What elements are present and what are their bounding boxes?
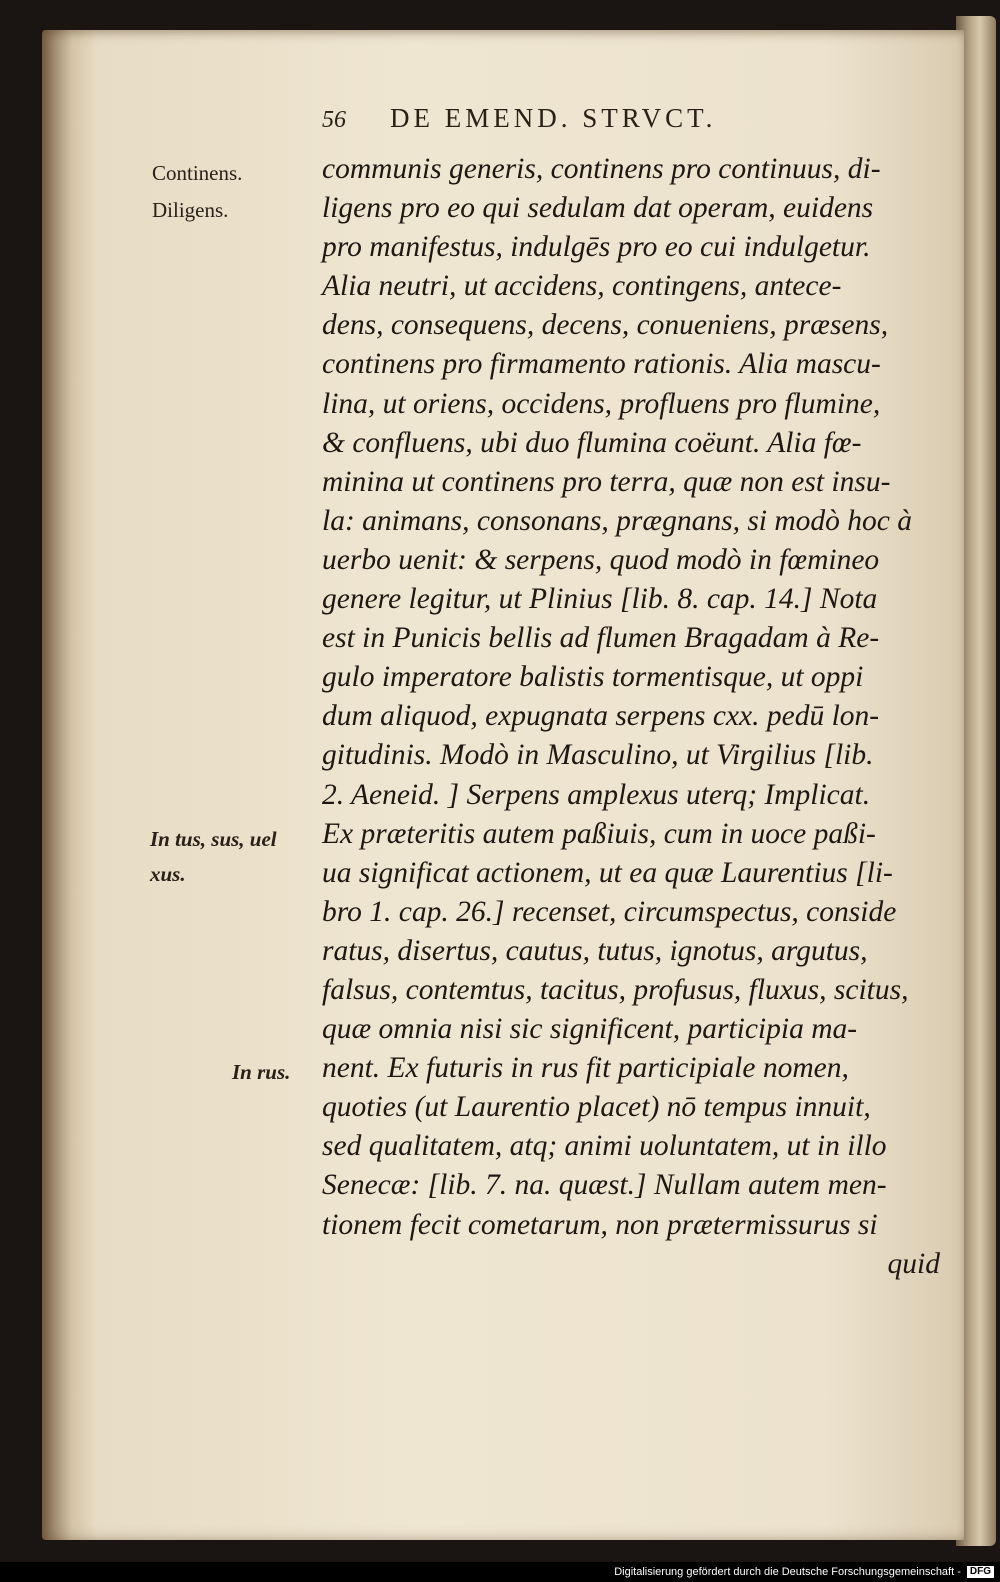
text-line: minina ut continens pro terra, quæ non est insu- — [322, 465, 891, 498]
marginal-note: Diligens. — [152, 198, 229, 222]
text-line: communis generis, continens pro continuus, di- — [322, 153, 881, 185]
text-line: sed qualitatem, atq; animi uoluntatem, ut in illo — [322, 1130, 887, 1163]
text-line: pro manifestus, indulgēs pro eo cui indulgetur. — [322, 231, 871, 264]
marginal-note: xus. — [150, 862, 186, 886]
text-line: ua significat actionem, ut ea quæ Laurentius [li- — [322, 856, 893, 889]
catchword: quid — [887, 1247, 940, 1280]
text-line: continens pro firmamento rationis. Alia mascu- — [322, 348, 881, 381]
text-line: gulo imperatore balistis tormentisque, ut oppi — [322, 661, 864, 694]
text-line: quæ omnia nisi sic significent, participia ma- — [322, 1013, 858, 1046]
text-line: bro 1. cap. 26.] recenset, circumspectus, conside — [322, 895, 897, 928]
text-line: ratus, disertus, cautus, tutus, ignotus, argutus, — [322, 934, 868, 967]
text-line: uerbo uenit: & serpens, quod modò in fœmineo — [322, 543, 880, 576]
text-line: dens, consequens, decens, conueniens, præsens, — [322, 309, 889, 342]
marginal-note: Continens. — [152, 161, 243, 185]
text-line: lina, ut oriens, occidens, profluens pro flumine, — [322, 387, 881, 420]
text-line: gitudinis. Modò in Masculino, ut Virgilius [lib. — [322, 739, 874, 772]
running-head — [322, 103, 862, 139]
page-gutter-shadow — [42, 30, 72, 1540]
marginal-note: In rus. — [232, 1060, 291, 1084]
text-line: la: animans, consonans, prægnans, si modò hoc à — [322, 504, 913, 537]
text-line: nent. Ex futuris in rus fit participiale nomen, — [322, 1052, 849, 1085]
marginal-note: In tus, sus, uel — [150, 827, 277, 851]
text-line: 2. Aeneid. ] Serpens amplexus uterq; Implicat. — [322, 778, 871, 811]
text-line: & confluens, ubi duo flumina coëunt. Alia fœ- — [322, 426, 862, 459]
body-text — [322, 150, 952, 1284]
page-number: 56 — [322, 107, 346, 133]
text-line: dum aliquod, expugnata serpens cxx. pedū lon- — [322, 700, 880, 733]
text-line: Senecæ: [lib. 7. na. quæst.] Nullam autem men- — [322, 1169, 887, 1202]
text-line: Ex præteritis autem paßiuis, cum in uoce paßi- — [322, 817, 876, 850]
text-line: Alia neutri, ut accidens, contingens, antece- — [322, 270, 842, 303]
text-line: est in Punicis bellis ad flumen Bragadam à Re- — [322, 622, 880, 655]
text-line: falsus, contemtus, tacitus, profusus, fluxus, scitus, — [322, 973, 909, 1006]
text-line: ligens pro eo qui sedulam dat operam, euidens — [322, 192, 874, 225]
dfg-logo: DFG — [967, 1566, 994, 1578]
running-head-title: DE EMEND. STRVCT. — [390, 103, 717, 133]
text-line: quoties (ut Laurentio placet) nō tempus innuit, — [322, 1091, 871, 1124]
digitization-footer — [0, 1562, 1000, 1582]
text-line: tionem fecit cometarum, non prætermissurus si — [322, 1208, 878, 1241]
text-line: genere legitur, ut Plinius [lib. 8. cap. 14.] Nota — [322, 583, 878, 616]
footer-credit: Digitalisierung gefördert durch die Deutsche Forschungsgemeinschaft - — [614, 1566, 961, 1578]
